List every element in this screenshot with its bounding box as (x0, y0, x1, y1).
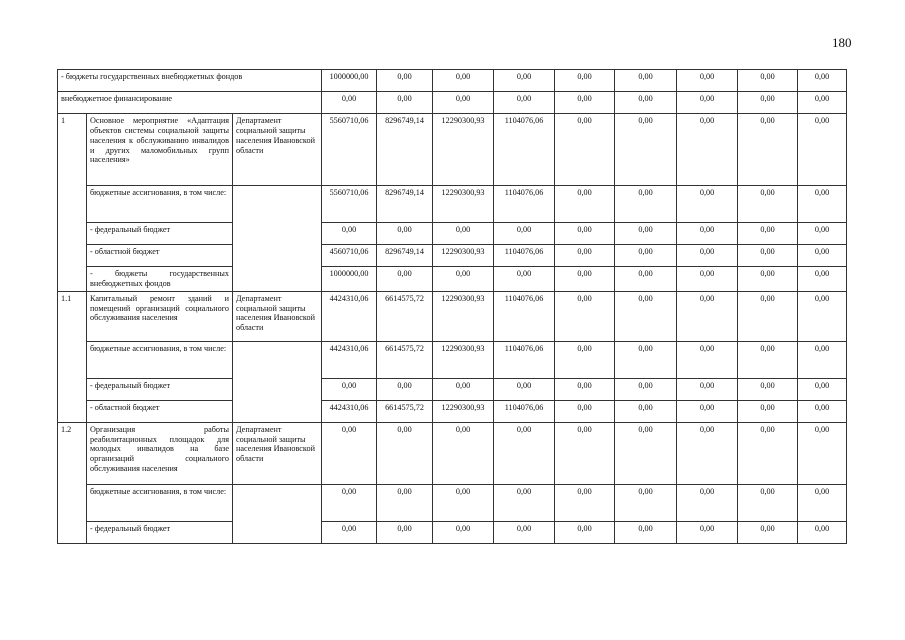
value-cell: 1104076,06 (494, 291, 555, 341)
value-cell: 0,00 (738, 186, 798, 223)
value-cell: 0,00 (677, 186, 738, 223)
value-cell: 0,00 (615, 422, 677, 484)
value-cell: 12290300,93 (433, 186, 494, 223)
value-cell: 6614575,72 (377, 400, 433, 422)
value-cell: 0,00 (798, 267, 847, 292)
table-body (58, 70, 847, 544)
value-cell: 0,00 (494, 521, 555, 543)
value-cell: 4424310,06 (322, 400, 377, 422)
row-label: внебюджетное финансирование (58, 92, 322, 114)
table-row (58, 400, 847, 422)
table-row (58, 70, 847, 92)
value-cell: 0,00 (615, 400, 677, 422)
value-cell: 0,00 (738, 291, 798, 341)
value-cell: 4560710,06 (322, 245, 377, 267)
value-cell: 0,00 (494, 92, 555, 114)
value-cell: 0,00 (798, 422, 847, 484)
value-cell: 4424310,06 (322, 341, 377, 378)
value-cell: 0,00 (494, 70, 555, 92)
value-cell: 0,00 (738, 92, 798, 114)
value-cell: 0,00 (377, 378, 433, 400)
row-label: - бюджеты государственных внебюджетных фондов (87, 267, 233, 292)
table-row (58, 245, 847, 267)
value-cell: 0,00 (615, 70, 677, 92)
section-index: 1.1 (58, 291, 87, 422)
value-cell: 0,00 (738, 114, 798, 186)
value-cell: 0,00 (377, 484, 433, 521)
table-row (58, 378, 847, 400)
value-cell: 0,00 (677, 521, 738, 543)
budget-table (57, 69, 847, 544)
value-cell: 0,00 (677, 484, 738, 521)
value-cell: 0,00 (377, 70, 433, 92)
value-cell: 0,00 (377, 422, 433, 484)
value-cell: 0,00 (555, 484, 615, 521)
value-cell: 0,00 (677, 70, 738, 92)
value-cell: 0,00 (615, 378, 677, 400)
value-cell: 1104076,06 (494, 341, 555, 378)
value-cell: 12290300,93 (433, 245, 494, 267)
value-cell: 0,00 (677, 291, 738, 341)
value-cell: 0,00 (798, 378, 847, 400)
value-cell: 0,00 (555, 422, 615, 484)
value-cell: 1104076,06 (494, 400, 555, 422)
executor-cell-empty (233, 341, 322, 422)
value-cell: 0,00 (555, 245, 615, 267)
value-cell: 0,00 (798, 92, 847, 114)
value-cell: 0,00 (798, 400, 847, 422)
table-row (58, 521, 847, 543)
value-cell: 1104076,06 (494, 114, 555, 186)
value-cell: 0,00 (798, 245, 847, 267)
value-cell: 0,00 (555, 341, 615, 378)
row-label: Капитальный ремонт зданий и помещений организаций социального обслуживания населения (87, 291, 233, 341)
value-cell: 8296749,14 (377, 186, 433, 223)
value-cell: 5560710,06 (322, 186, 377, 223)
section-index: 1 (58, 114, 87, 292)
value-cell: 0,00 (322, 223, 377, 245)
value-cell: 0,00 (322, 521, 377, 543)
value-cell: 6614575,72 (377, 341, 433, 378)
row-label: бюджетные ассигнования, в том числе: (87, 484, 233, 521)
value-cell: 0,00 (494, 223, 555, 245)
value-cell: 0,00 (798, 186, 847, 223)
value-cell: 0,00 (494, 484, 555, 521)
value-cell: 0,00 (433, 521, 494, 543)
value-cell: 0,00 (798, 70, 847, 92)
value-cell: 0,00 (433, 378, 494, 400)
value-cell: 0,00 (677, 400, 738, 422)
value-cell: 0,00 (494, 267, 555, 292)
table-row (58, 114, 847, 186)
value-cell: 0,00 (615, 186, 677, 223)
value-cell: 0,00 (433, 223, 494, 245)
value-cell: 0,00 (555, 186, 615, 223)
value-cell: 0,00 (377, 223, 433, 245)
value-cell: 0,00 (738, 400, 798, 422)
value-cell: 0,00 (738, 521, 798, 543)
value-cell: 0,00 (615, 92, 677, 114)
value-cell: 1000000,00 (322, 70, 377, 92)
value-cell: 0,00 (738, 378, 798, 400)
row-label: - областной бюджет (87, 400, 233, 422)
value-cell: 0,00 (322, 92, 377, 114)
value-cell: 8296749,14 (377, 114, 433, 186)
value-cell: 0,00 (677, 378, 738, 400)
value-cell: 0,00 (555, 92, 615, 114)
value-cell: 0,00 (377, 92, 433, 114)
value-cell: 0,00 (433, 267, 494, 292)
value-cell: 0,00 (738, 484, 798, 521)
value-cell: 12290300,93 (433, 291, 494, 341)
value-cell: 0,00 (738, 341, 798, 378)
value-cell: 0,00 (555, 267, 615, 292)
value-cell: 0,00 (615, 114, 677, 186)
value-cell: 0,00 (555, 114, 615, 186)
table-row (58, 267, 847, 292)
table-row (58, 484, 847, 521)
row-label: - федеральный бюджет (87, 223, 233, 245)
value-cell: 0,00 (615, 267, 677, 292)
value-cell: 0,00 (615, 484, 677, 521)
value-cell: 0,00 (433, 422, 494, 484)
value-cell: 0,00 (555, 378, 615, 400)
value-cell: 12290300,93 (433, 400, 494, 422)
value-cell: 0,00 (738, 70, 798, 92)
executor-cell: Департамент социальной защиты населения Ивановской области (233, 114, 322, 186)
row-label: - федеральный бюджет (87, 378, 233, 400)
value-cell: 0,00 (677, 223, 738, 245)
executor-cell: Департамент социальной защиты населения Ивановской области (233, 422, 322, 484)
row-label: - бюджеты государственных внебюджетных фондов (58, 70, 322, 92)
table-row (58, 186, 847, 223)
value-cell: 0,00 (433, 92, 494, 114)
value-cell: 1000000,00 (322, 267, 377, 292)
value-cell: 0,00 (615, 341, 677, 378)
value-cell: 0,00 (322, 378, 377, 400)
executor-cell-empty (233, 484, 322, 543)
value-cell: 0,00 (615, 223, 677, 245)
value-cell: 1104076,06 (494, 245, 555, 267)
value-cell: 0,00 (555, 521, 615, 543)
row-label: бюджетные ассигнования, в том числе: (87, 341, 233, 378)
value-cell: 0,00 (677, 92, 738, 114)
value-cell: 0,00 (798, 223, 847, 245)
value-cell: 0,00 (677, 245, 738, 267)
table-row (58, 291, 847, 341)
value-cell: 0,00 (555, 400, 615, 422)
value-cell: 0,00 (322, 484, 377, 521)
value-cell: 0,00 (433, 484, 494, 521)
value-cell: 4424310,06 (322, 291, 377, 341)
value-cell: 8296749,14 (377, 245, 433, 267)
row-label: - областной бюджет (87, 245, 233, 267)
value-cell: 0,00 (798, 114, 847, 186)
value-cell: 0,00 (377, 267, 433, 292)
executor-cell: Департамент социальной защиты населения Ивановской области (233, 291, 322, 341)
value-cell: 0,00 (433, 70, 494, 92)
value-cell: 0,00 (738, 223, 798, 245)
value-cell: 0,00 (798, 484, 847, 521)
value-cell: 0,00 (798, 341, 847, 378)
value-cell: 0,00 (798, 521, 847, 543)
value-cell: 6614575,72 (377, 291, 433, 341)
executor-cell-empty (233, 186, 322, 292)
value-cell: 0,00 (677, 267, 738, 292)
value-cell: 0,00 (738, 422, 798, 484)
table-row (58, 422, 847, 484)
value-cell: 0,00 (738, 267, 798, 292)
value-cell: 0,00 (677, 114, 738, 186)
value-cell: 0,00 (322, 422, 377, 484)
value-cell: 0,00 (798, 291, 847, 341)
value-cell: 0,00 (555, 223, 615, 245)
value-cell: 0,00 (615, 291, 677, 341)
table-row (58, 92, 847, 114)
value-cell: 12290300,93 (433, 114, 494, 186)
row-label: Организация работы реабилитационных площадок для молодых инвалидов на базе организаций социального обслуживания населения (87, 422, 233, 484)
value-cell: 0,00 (494, 378, 555, 400)
row-label: Основное мероприятие «Адаптация объектов системы социальной защиты населения к обслуживанию инвалидов и других маломобильных групп населения» (87, 114, 233, 186)
table-row (58, 341, 847, 378)
value-cell: 0,00 (615, 521, 677, 543)
value-cell: 0,00 (555, 70, 615, 92)
value-cell: 0,00 (615, 245, 677, 267)
value-cell: 5560710,06 (322, 114, 377, 186)
value-cell: 0,00 (494, 422, 555, 484)
value-cell: 1104076,06 (494, 186, 555, 223)
row-label: - федеральный бюджет (87, 521, 233, 543)
row-label: бюджетные ассигнования, в том числе: (87, 186, 233, 223)
value-cell: 0,00 (677, 341, 738, 378)
value-cell: 12290300,93 (433, 341, 494, 378)
value-cell: 0,00 (555, 291, 615, 341)
value-cell: 0,00 (677, 422, 738, 484)
value-cell: 0,00 (738, 245, 798, 267)
page-number: 180 (832, 35, 852, 50)
value-cell: 0,00 (377, 521, 433, 543)
section-index: 1.2 (58, 422, 87, 543)
table-row (58, 223, 847, 245)
